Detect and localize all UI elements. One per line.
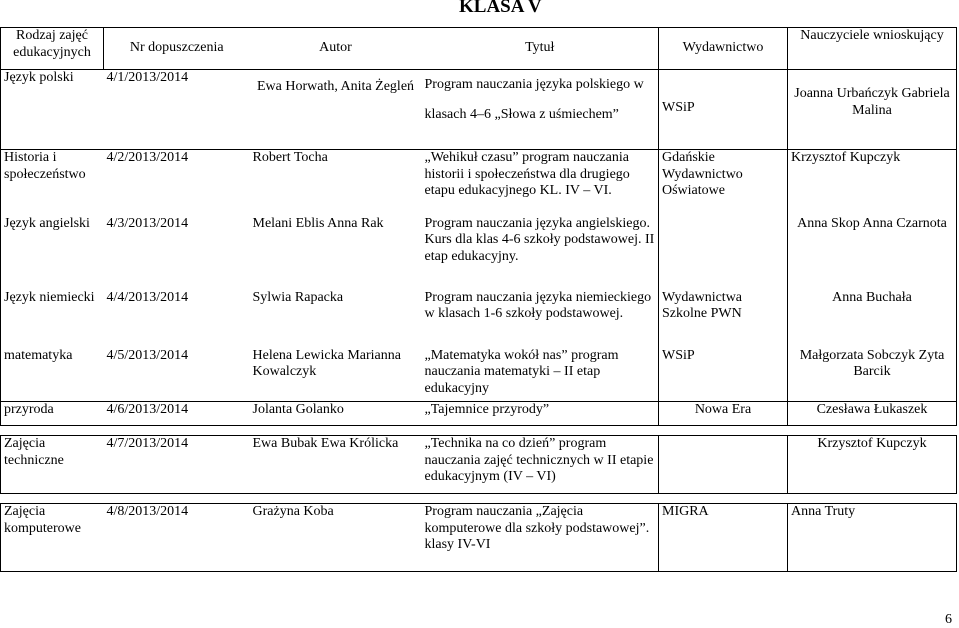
cell-author: Jolanta Golanko xyxy=(250,402,422,426)
cell-title: „Technika na co dzień” program nauczania zajęć technicznych w II etapie edukacyjnym (IV – VI) xyxy=(422,436,659,494)
table-row xyxy=(1,504,957,572)
table-row xyxy=(1,216,957,290)
cell-teachers: Czesława Łukaszek xyxy=(788,402,957,426)
cell-title: „Matematyka wokół nas” program nauczania matematyki – II etap edukacyjny xyxy=(422,348,659,402)
page-number: 6 xyxy=(945,612,952,627)
cell-publisher: Nowa Era xyxy=(659,402,788,426)
header-title: Tytuł xyxy=(422,28,659,70)
spacer-row xyxy=(1,426,957,436)
cell-subject: matematyka xyxy=(1,348,104,402)
cell-title: „Tajemnice przyrody” xyxy=(422,402,659,426)
table-row xyxy=(1,436,957,494)
cell-teachers: Krzysztof Kupczyk xyxy=(788,436,957,494)
spacer-row xyxy=(1,494,957,504)
cell-approval-no: 4/5/2013/2014 xyxy=(104,348,250,402)
cell-subject: przyroda xyxy=(1,402,104,426)
table-row xyxy=(1,348,957,402)
cell-publisher xyxy=(659,216,788,290)
cell-teachers: Krzysztof Kupczyk xyxy=(788,150,957,216)
cell-teachers: Anna Buchała xyxy=(788,290,957,348)
cell-subject: Język polski xyxy=(1,70,104,150)
cell-publisher: WSiP xyxy=(659,70,788,150)
cell-publisher: MIGRA xyxy=(659,504,788,572)
cell-subject: Zajęcia techniczne xyxy=(1,436,104,494)
header-publisher: Wydawnictwo xyxy=(659,28,788,70)
table-row xyxy=(1,402,957,426)
cell-approval-no: 4/6/2013/2014 xyxy=(104,402,250,426)
cell-title: Program nauczania „Zajęcia komputerowe dla szkoły podstawowej”. klasy IV-VI xyxy=(422,504,659,572)
cell-title: Program nauczania języka niemieckiego w klasach 1-6 szkoły podstawowej. xyxy=(422,290,659,348)
cell-publisher: WSiP xyxy=(659,348,788,402)
cell-approval-no: 4/7/2013/2014 xyxy=(104,436,250,494)
header-teachers: Nauczyciele wnioskujący xyxy=(788,28,957,70)
header-row xyxy=(1,28,957,70)
cell-subject: Historia i społeczeństwo xyxy=(1,150,104,216)
cell-subject: Język niemiecki xyxy=(1,290,104,348)
table-row xyxy=(1,150,957,216)
cell-subject: Język angielski xyxy=(1,216,104,290)
cell-teachers: Anna Truty xyxy=(788,504,957,572)
cell-author: Sylwia Rapacka xyxy=(252,289,344,305)
cell-title: „Wehikuł czasu” program nauczania historii i społeczeństwa dla drugiego etapu edukacyjnego KL. IV – VI. xyxy=(422,150,659,216)
table-row xyxy=(1,70,957,150)
cell-teachers: Anna Skop Anna Czarnota xyxy=(788,216,957,290)
cell-subject: Zajęcia komputerowe xyxy=(1,504,104,572)
table-row xyxy=(1,290,957,348)
header-subject: Rodzaj zajęć edukacyjnych xyxy=(1,28,104,70)
header-approval-no: Nr dopuszczenia xyxy=(104,28,250,70)
header-author: Autor xyxy=(250,28,422,70)
cell-author: Helena Lewicka Marianna Kowalczyk xyxy=(250,348,422,402)
cell-author: Ewa Bubak Ewa Królicka xyxy=(250,436,422,494)
cell-publisher: Gdańskie Wydawnictwo Oświatowe xyxy=(659,150,788,216)
cell-approval-no: 4/8/2013/2014 xyxy=(104,504,250,572)
cell-author: Melani Eblis Anna Rak xyxy=(252,215,384,231)
cell-teachers: Małgorzata Sobczyk Zyta Barcik xyxy=(788,348,957,402)
cell-author: Robert Tocha xyxy=(250,150,422,216)
cell-title: Program nauczania języka angielskiego. Kurs dla klas 4-6 szkoły podstawowej. II etap edukacyjny. xyxy=(422,216,659,290)
cell-publisher xyxy=(659,436,788,494)
cell-approval-no: 4/1/2013/2014 xyxy=(104,70,250,150)
cell-teachers: Joanna Urbańczyk Gabriela Malina xyxy=(788,70,957,150)
cell-approval-no: 4/2/2013/2014 xyxy=(104,150,250,216)
cell-author: Ewa Horwath, Anita Żegleń xyxy=(250,70,422,150)
cell-title: Program nauczania języka polskiego w klasach 4–6 „Słowa z uśmiechem” xyxy=(422,70,659,150)
cell-publisher: Wydawnictwa Szkolne PWN xyxy=(659,290,788,348)
page-title: KLASA V xyxy=(459,0,542,17)
curriculum-table xyxy=(0,27,957,572)
cell-approval-no: 4/3/2013/2014 xyxy=(106,215,189,231)
cell-approval-no: 4/4/2013/2014 xyxy=(106,289,189,305)
cell-author: Grażyna Koba xyxy=(250,504,422,572)
